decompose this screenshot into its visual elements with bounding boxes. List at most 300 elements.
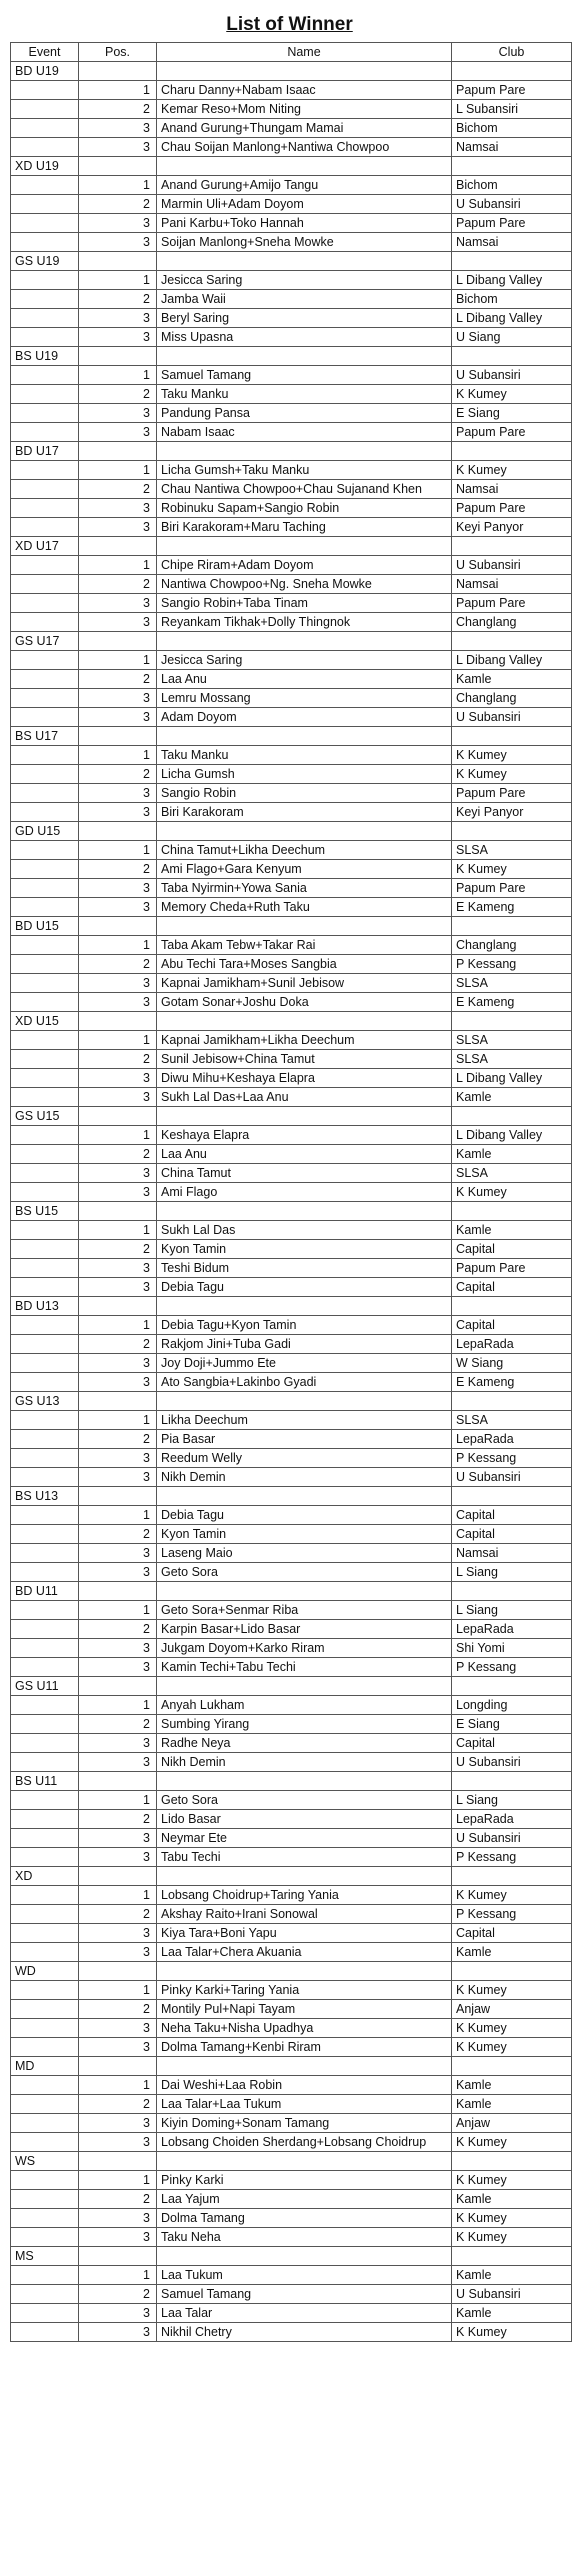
club-cell: L Subansiri (452, 100, 572, 119)
position-cell: 1 (79, 1791, 157, 1810)
empty-cell (157, 1867, 452, 1886)
club-cell: Papum Pare (452, 214, 572, 233)
name-cell: Kiyin Doming+Sonam Tamang (157, 2114, 452, 2133)
empty-cell (79, 2247, 157, 2266)
empty-cell (11, 2285, 79, 2304)
position-cell: 3 (79, 309, 157, 328)
club-cell: P Kessang (452, 1449, 572, 1468)
event-header-row (11, 537, 572, 556)
position-cell: 2 (79, 765, 157, 784)
club-cell: L Siang (452, 1791, 572, 1810)
table-row (11, 1468, 572, 1487)
position-cell: 3 (79, 993, 157, 1012)
position-cell: 2 (79, 1145, 157, 1164)
table-row (11, 2266, 572, 2285)
club-cell: SLSA (452, 1031, 572, 1050)
name-cell: Lido Basar (157, 1810, 452, 1829)
event-label: BS U13 (11, 1487, 79, 1506)
club-cell: Kamle (452, 2304, 572, 2323)
club-cell: U Subansiri (452, 556, 572, 575)
club-cell: Papum Pare (452, 784, 572, 803)
empty-cell (11, 1753, 79, 1772)
empty-cell (11, 1905, 79, 1924)
table-row (11, 1183, 572, 1202)
table-row (11, 2228, 572, 2247)
club-cell: Namsai (452, 575, 572, 594)
event-header-row (11, 1867, 572, 1886)
table-row (11, 955, 572, 974)
empty-cell (11, 1145, 79, 1164)
empty-cell (11, 955, 79, 974)
position-cell: 1 (79, 1411, 157, 1430)
empty-cell (11, 499, 79, 518)
club-cell: Capital (452, 1240, 572, 1259)
empty-cell (452, 62, 572, 81)
event-header-row (11, 1582, 572, 1601)
header-event: Event (11, 43, 79, 62)
empty-cell (11, 1620, 79, 1639)
position-cell: 2 (79, 955, 157, 974)
name-cell: Ato Sangbia+Lakinbo Gyadi (157, 1373, 452, 1392)
position-cell: 3 (79, 423, 157, 442)
position-cell: 1 (79, 1316, 157, 1335)
position-cell: 1 (79, 1981, 157, 2000)
event-label: GS U11 (11, 1677, 79, 1696)
empty-cell (11, 1506, 79, 1525)
position-cell: 2 (79, 2095, 157, 2114)
table-row (11, 860, 572, 879)
event-header-row (11, 1202, 572, 1221)
club-cell: K Kumey (452, 1981, 572, 2000)
empty-cell (11, 2209, 79, 2228)
empty-cell (79, 157, 157, 176)
event-header-row (11, 347, 572, 366)
event-header-row (11, 1962, 572, 1981)
empty-cell (452, 157, 572, 176)
club-cell: U Subansiri (452, 366, 572, 385)
name-cell: Nikhil Chetry (157, 2323, 452, 2342)
position-cell: 3 (79, 1563, 157, 1582)
name-cell: Kamin Techi+Tabu Techi (157, 1658, 452, 1677)
empty-cell (11, 1354, 79, 1373)
event-header-row (11, 822, 572, 841)
club-cell: Capital (452, 1924, 572, 1943)
table-row (11, 2076, 572, 2095)
empty-cell (11, 2076, 79, 2095)
club-cell: LepaRada (452, 1430, 572, 1449)
event-label: BD U11 (11, 1582, 79, 1601)
empty-cell (452, 1297, 572, 1316)
name-cell: Sunil Jebisow+China Tamut (157, 1050, 452, 1069)
table-row (11, 1658, 572, 1677)
name-cell: Anand Gurung+Amijo Tangu (157, 176, 452, 195)
club-cell: Namsai (452, 138, 572, 157)
club-cell: E Siang (452, 404, 572, 423)
empty-cell (11, 1658, 79, 1677)
empty-cell (11, 119, 79, 138)
club-cell: Kamle (452, 2095, 572, 2114)
position-cell: 3 (79, 138, 157, 157)
table-row (11, 1069, 572, 1088)
event-label: XD U17 (11, 537, 79, 556)
table-body (11, 62, 572, 2342)
name-cell: Geto Sora (157, 1791, 452, 1810)
empty-cell (79, 1012, 157, 1031)
position-cell: 3 (79, 499, 157, 518)
empty-cell (11, 214, 79, 233)
position-cell: 3 (79, 1164, 157, 1183)
name-cell: Robinuku Sapam+Sangio Robin (157, 499, 452, 518)
empty-cell (11, 2095, 79, 2114)
club-cell: K Kumey (452, 385, 572, 404)
name-cell: Kiya Tara+Boni Yapu (157, 1924, 452, 1943)
name-cell: Laa Anu (157, 670, 452, 689)
empty-cell (452, 1107, 572, 1126)
position-cell: 3 (79, 2038, 157, 2057)
empty-cell (11, 2171, 79, 2190)
empty-cell (79, 252, 157, 271)
name-cell: Pia Basar (157, 1430, 452, 1449)
club-cell: SLSA (452, 841, 572, 860)
position-cell: 3 (79, 1848, 157, 1867)
empty-cell (11, 233, 79, 252)
name-cell: Neha Taku+Nisha Upadhya (157, 2019, 452, 2038)
table-row (11, 556, 572, 575)
position-cell: 1 (79, 366, 157, 385)
table-row (11, 1563, 572, 1582)
club-cell: Capital (452, 1525, 572, 1544)
empty-cell (452, 632, 572, 651)
empty-cell (157, 62, 452, 81)
event-label: MS (11, 2247, 79, 2266)
empty-cell (452, 1202, 572, 1221)
table-row (11, 1506, 572, 1525)
name-cell: Taba Nyirmin+Yowa Sania (157, 879, 452, 898)
club-cell: Anjaw (452, 2000, 572, 2019)
club-cell: Changlang (452, 689, 572, 708)
position-cell: 3 (79, 1069, 157, 1088)
club-cell: Bichom (452, 119, 572, 138)
position-cell: 1 (79, 1886, 157, 1905)
name-cell: Radhe Neya (157, 1734, 452, 1753)
event-label: BS U17 (11, 727, 79, 746)
name-cell: Nikh Demin (157, 1753, 452, 1772)
table-row (11, 1848, 572, 1867)
empty-cell (11, 1924, 79, 1943)
name-cell: Geto Sora (157, 1563, 452, 1582)
name-cell: Kyon Tamin (157, 1525, 452, 1544)
event-label: GS U17 (11, 632, 79, 651)
name-cell: Joy Doji+Jummo Ete (157, 1354, 452, 1373)
empty-cell (452, 1392, 572, 1411)
club-cell: K Kumey (452, 2209, 572, 2228)
empty-cell (157, 632, 452, 651)
position-cell: 2 (79, 1335, 157, 1354)
position-cell: 3 (79, 1734, 157, 1753)
name-cell: Chau Soijan Manlong+Nantiwa Chowpoo (157, 138, 452, 157)
club-cell: K Kumey (452, 2019, 572, 2038)
table-row (11, 518, 572, 537)
event-header-row (11, 1107, 572, 1126)
position-cell: 3 (79, 594, 157, 613)
position-cell: 2 (79, 1905, 157, 1924)
table-row (11, 2038, 572, 2057)
empty-cell (157, 2247, 452, 2266)
position-cell: 3 (79, 119, 157, 138)
event-label: GS U13 (11, 1392, 79, 1411)
event-header-row (11, 2152, 572, 2171)
table-row (11, 423, 572, 442)
position-cell: 2 (79, 575, 157, 594)
table-row (11, 1639, 572, 1658)
table-row (11, 936, 572, 955)
name-cell: Laa Yajum (157, 2190, 452, 2209)
table-row (11, 138, 572, 157)
empty-cell (11, 708, 79, 727)
empty-cell (11, 423, 79, 442)
empty-cell (157, 1772, 452, 1791)
name-cell: Kemar Reso+Mom Niting (157, 100, 452, 119)
empty-cell (157, 822, 452, 841)
empty-cell (11, 1031, 79, 1050)
empty-cell (79, 727, 157, 746)
table-row (11, 1240, 572, 1259)
table-row (11, 746, 572, 765)
empty-cell (11, 746, 79, 765)
position-cell: 1 (79, 746, 157, 765)
club-cell: P Kessang (452, 955, 572, 974)
header-name: Name (157, 43, 452, 62)
empty-cell (11, 1411, 79, 1430)
table-row (11, 461, 572, 480)
club-cell: K Kumey (452, 860, 572, 879)
empty-cell (157, 1297, 452, 1316)
table-row (11, 2285, 572, 2304)
empty-cell (11, 1373, 79, 1392)
club-cell: LepaRada (452, 1620, 572, 1639)
position-cell: 3 (79, 2304, 157, 2323)
position-cell: 2 (79, 2285, 157, 2304)
empty-cell (11, 1810, 79, 1829)
club-cell: L Dibang Valley (452, 1069, 572, 1088)
name-cell: Reedum Welly (157, 1449, 452, 1468)
position-cell: 3 (79, 2323, 157, 2342)
club-cell: K Kumey (452, 2133, 572, 2152)
empty-cell (79, 537, 157, 556)
empty-cell (11, 1449, 79, 1468)
club-cell: K Kumey (452, 1183, 572, 1202)
club-cell: P Kessang (452, 1848, 572, 1867)
position-cell: 2 (79, 670, 157, 689)
club-cell: Capital (452, 1734, 572, 1753)
table-row (11, 1696, 572, 1715)
name-cell: Biri Karakoram+Maru Taching (157, 518, 452, 537)
position-cell: 3 (79, 1943, 157, 1962)
empty-cell (79, 1962, 157, 1981)
table-row (11, 974, 572, 993)
name-cell: Laa Talar+Laa Tukum (157, 2095, 452, 2114)
table-row (11, 1601, 572, 1620)
empty-cell (452, 1677, 572, 1696)
name-cell: Chipe Riram+Adam Doyom (157, 556, 452, 575)
empty-cell (79, 1867, 157, 1886)
page-title: List of Winner (226, 14, 353, 35)
empty-cell (11, 860, 79, 879)
table-row (11, 898, 572, 917)
empty-cell (157, 1677, 452, 1696)
name-cell: Dolma Tamang (157, 2209, 452, 2228)
club-cell: Kamle (452, 1088, 572, 1107)
position-cell: 3 (79, 1354, 157, 1373)
club-cell: K Kumey (452, 2323, 572, 2342)
position-cell: 3 (79, 1924, 157, 1943)
empty-cell (11, 556, 79, 575)
empty-cell (452, 727, 572, 746)
name-cell: Nantiwa Chowpoo+Ng. Sneha Mowke (157, 575, 452, 594)
table-row (11, 1221, 572, 1240)
table-row (11, 309, 572, 328)
table-row (11, 366, 572, 385)
name-cell: Samuel Tamang (157, 2285, 452, 2304)
club-cell: E Kameng (452, 1373, 572, 1392)
empty-cell (79, 1487, 157, 1506)
event-header-row (11, 157, 572, 176)
event-header-row (11, 1392, 572, 1411)
empty-cell (11, 1715, 79, 1734)
event-header-row (11, 2247, 572, 2266)
club-cell: W Siang (452, 1354, 572, 1373)
position-cell: 3 (79, 1544, 157, 1563)
table-row (11, 480, 572, 499)
position-cell: 1 (79, 81, 157, 100)
table-row (11, 2304, 572, 2323)
club-cell: K Kumey (452, 765, 572, 784)
club-cell: P Kessang (452, 1905, 572, 1924)
position-cell: 3 (79, 898, 157, 917)
empty-cell (11, 1525, 79, 1544)
event-label: GS U15 (11, 1107, 79, 1126)
table-row (11, 1354, 572, 1373)
empty-cell (11, 404, 79, 423)
table-row (11, 2114, 572, 2133)
event-label: XD (11, 1867, 79, 1886)
empty-cell (11, 2038, 79, 2057)
club-cell: Namsai (452, 480, 572, 499)
position-cell: 2 (79, 1430, 157, 1449)
empty-cell (79, 347, 157, 366)
position-cell: 2 (79, 195, 157, 214)
empty-cell (11, 1126, 79, 1145)
empty-cell (79, 62, 157, 81)
table-row (11, 670, 572, 689)
table-row (11, 1335, 572, 1354)
empty-cell (157, 1107, 452, 1126)
empty-cell (11, 1943, 79, 1962)
empty-cell (79, 1107, 157, 1126)
club-cell: U Subansiri (452, 1753, 572, 1772)
empty-cell (11, 385, 79, 404)
position-cell: 3 (79, 2019, 157, 2038)
table-row (11, 1905, 572, 1924)
empty-cell (157, 1582, 452, 1601)
empty-cell (452, 1487, 572, 1506)
table-row (11, 290, 572, 309)
table-row (11, 651, 572, 670)
empty-cell (157, 2152, 452, 2171)
table-row (11, 2171, 572, 2190)
empty-cell (157, 252, 452, 271)
empty-cell (11, 670, 79, 689)
empty-cell (11, 100, 79, 119)
name-cell: Soijan Manlong+Sneha Mowke (157, 233, 452, 252)
table-row (11, 841, 572, 860)
club-cell: Capital (452, 1316, 572, 1335)
table-row (11, 765, 572, 784)
position-cell: 1 (79, 1696, 157, 1715)
club-cell: L Dibang Valley (452, 651, 572, 670)
club-cell: P Kessang (452, 1658, 572, 1677)
empty-cell (11, 2266, 79, 2285)
name-cell: Debia Tagu (157, 1506, 452, 1525)
name-cell: Jesicca Saring (157, 271, 452, 290)
name-cell: Memory Cheda+Ruth Taku (157, 898, 452, 917)
table-row (11, 613, 572, 632)
table-row (11, 594, 572, 613)
event-label: BD U15 (11, 917, 79, 936)
club-cell: Kamle (452, 1145, 572, 1164)
table-row (11, 1943, 572, 1962)
table-row (11, 1734, 572, 1753)
name-cell: Gotam Sonar+Joshu Doka (157, 993, 452, 1012)
event-label: MD (11, 2057, 79, 2076)
empty-cell (79, 1392, 157, 1411)
name-cell: Beryl Saring (157, 309, 452, 328)
position-cell: 2 (79, 385, 157, 404)
empty-cell (452, 537, 572, 556)
empty-cell (452, 917, 572, 936)
position-cell: 2 (79, 1240, 157, 1259)
name-cell: Jukgam Doyom+Karko Riram (157, 1639, 452, 1658)
empty-cell (157, 2057, 452, 2076)
name-cell: Anyah Lukham (157, 1696, 452, 1715)
table-row (11, 81, 572, 100)
position-cell: 1 (79, 1506, 157, 1525)
name-cell: Licha Gumsh (157, 765, 452, 784)
position-cell: 2 (79, 1620, 157, 1639)
empty-cell (79, 1677, 157, 1696)
empty-cell (11, 689, 79, 708)
club-cell: Bichom (452, 290, 572, 309)
empty-cell (11, 290, 79, 309)
position-cell: 3 (79, 1373, 157, 1392)
table-row (11, 404, 572, 423)
position-cell: 2 (79, 2000, 157, 2019)
empty-cell (452, 347, 572, 366)
table-row (11, 1430, 572, 1449)
club-cell: Kamle (452, 670, 572, 689)
name-cell: Kapnai Jamikham+Likha Deechum (157, 1031, 452, 1050)
empty-cell (11, 1164, 79, 1183)
table-row (11, 499, 572, 518)
name-cell: Lobsang Choiden Sherdang+Lobsang Choidrup (157, 2133, 452, 2152)
position-cell: 3 (79, 328, 157, 347)
empty-cell (11, 613, 79, 632)
empty-cell (11, 974, 79, 993)
empty-cell (157, 727, 452, 746)
club-cell: K Kumey (452, 2228, 572, 2247)
name-cell: Taku Neha (157, 2228, 452, 2247)
table-row (11, 708, 572, 727)
